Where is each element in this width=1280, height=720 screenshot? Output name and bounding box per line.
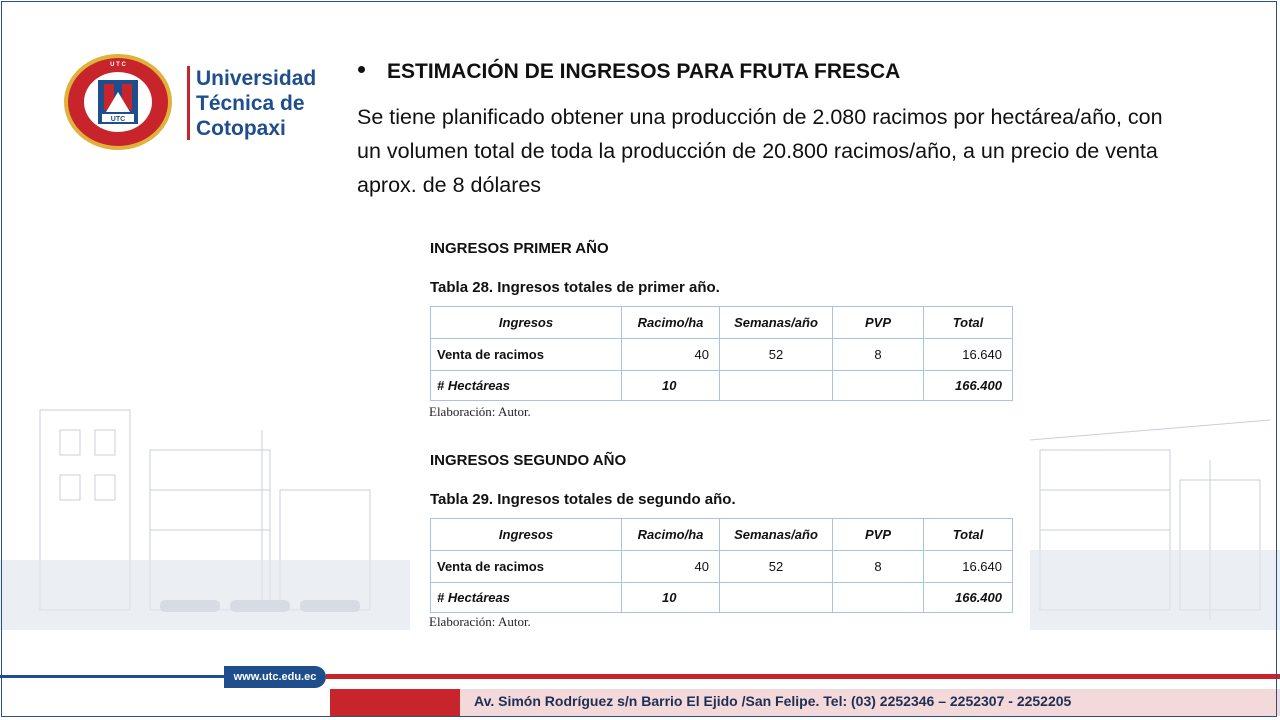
income-block-year-2 [415,440,1025,630]
cell-concept: Venta de racimos [431,551,622,583]
cell-total: 166.400 [924,371,1013,401]
seal-mark: UTC [110,116,126,123]
footer-address: Av. Simón Rodríguez s/n Barrio El Ejido /San Felipe. Tel: (03) 2252346 – 2252307 - 2252205 [474,693,1072,709]
table-row [431,371,1013,401]
income-table-year-1 [430,306,1013,401]
cell-semanas: 52 [720,339,833,371]
table-row [431,339,1013,371]
col-pvp: PVP [833,307,924,339]
footer-blue-line [0,675,224,678]
university-logo [62,52,318,152]
logo-wordmark [196,66,316,141]
cell-total: 166.400 [924,583,1013,613]
svg-text:U T C: U T C [110,62,126,68]
logo-line-2: Técnica de [196,92,305,115]
cell-semanas [720,371,833,401]
income-heading-year-2: INGRESOS SEGUNDO AÑO [430,452,627,469]
cell-concept: # Hectáreas [431,583,622,613]
bullet-icon [358,66,365,73]
col-semanas-ano: Semanas/año [720,519,833,551]
footer-red-line [326,674,1280,679]
logo-divider [187,66,190,140]
col-ingresos: Ingresos [431,519,622,551]
cell-pvp: 8 [833,551,924,583]
cell-total: 16.640 [924,339,1013,371]
col-pvp: PVP [833,519,924,551]
table-header-row [431,519,1013,551]
website-link[interactable]: www.utc.edu.ec [224,666,326,688]
cell-pvp [833,583,924,613]
col-racimo-ha: Racimo/ha [622,307,720,339]
logo-line-1: Universidad [196,67,317,90]
description-paragraph: Se tiene planificado obtener una producción de 2.080 racimos por hectárea/año, con un volumen total de toda la producción de 20.800 racimos/año, a un precio de venta aprox. de 8 dólares [357,105,1163,197]
cell-semanas [720,583,833,613]
table-row [431,551,1013,583]
logo-line-3: Cotopaxi [196,117,286,140]
col-ingresos: Ingresos [431,307,622,339]
table-source-note: Elaboración: Autor. [429,614,531,629]
cell-pvp [833,371,924,401]
university-seal-icon [62,52,174,152]
table-caption-28: Tabla 28. Ingresos totales de primer año. [430,279,720,296]
table-source-note: Elaboración: Autor. [429,404,531,419]
col-racimo-ha: Racimo/ha [622,519,720,551]
cell-concept: Venta de racimos [431,339,622,371]
col-total: Total [924,307,1013,339]
col-semanas-ano: Semanas/año [720,307,833,339]
cell-total: 16.640 [924,551,1013,583]
bullet-title [358,60,900,84]
cell-racimo-ha: 10 [622,371,720,401]
cell-semanas: 52 [720,551,833,583]
cell-pvp: 8 [833,339,924,371]
income-table-year-2 [430,518,1013,613]
cell-racimo-ha: 10 [622,583,720,613]
bullet-title-text: ESTIMACIÓN DE INGRESOS PARA FRUTA FRESCA [387,60,901,83]
col-total: Total [924,519,1013,551]
cell-racimo-ha: 40 [622,339,720,371]
footer [0,660,1280,720]
cell-concept: # Hectáreas [431,371,622,401]
income-heading-year-1: INGRESOS PRIMER AÑO [430,240,609,257]
table-header-row [431,307,1013,339]
income-block-year-1 [415,226,1025,422]
table-caption-29: Tabla 29. Ingresos totales de segundo año. [430,491,736,508]
table-row [431,583,1013,613]
cell-racimo-ha: 40 [622,551,720,583]
